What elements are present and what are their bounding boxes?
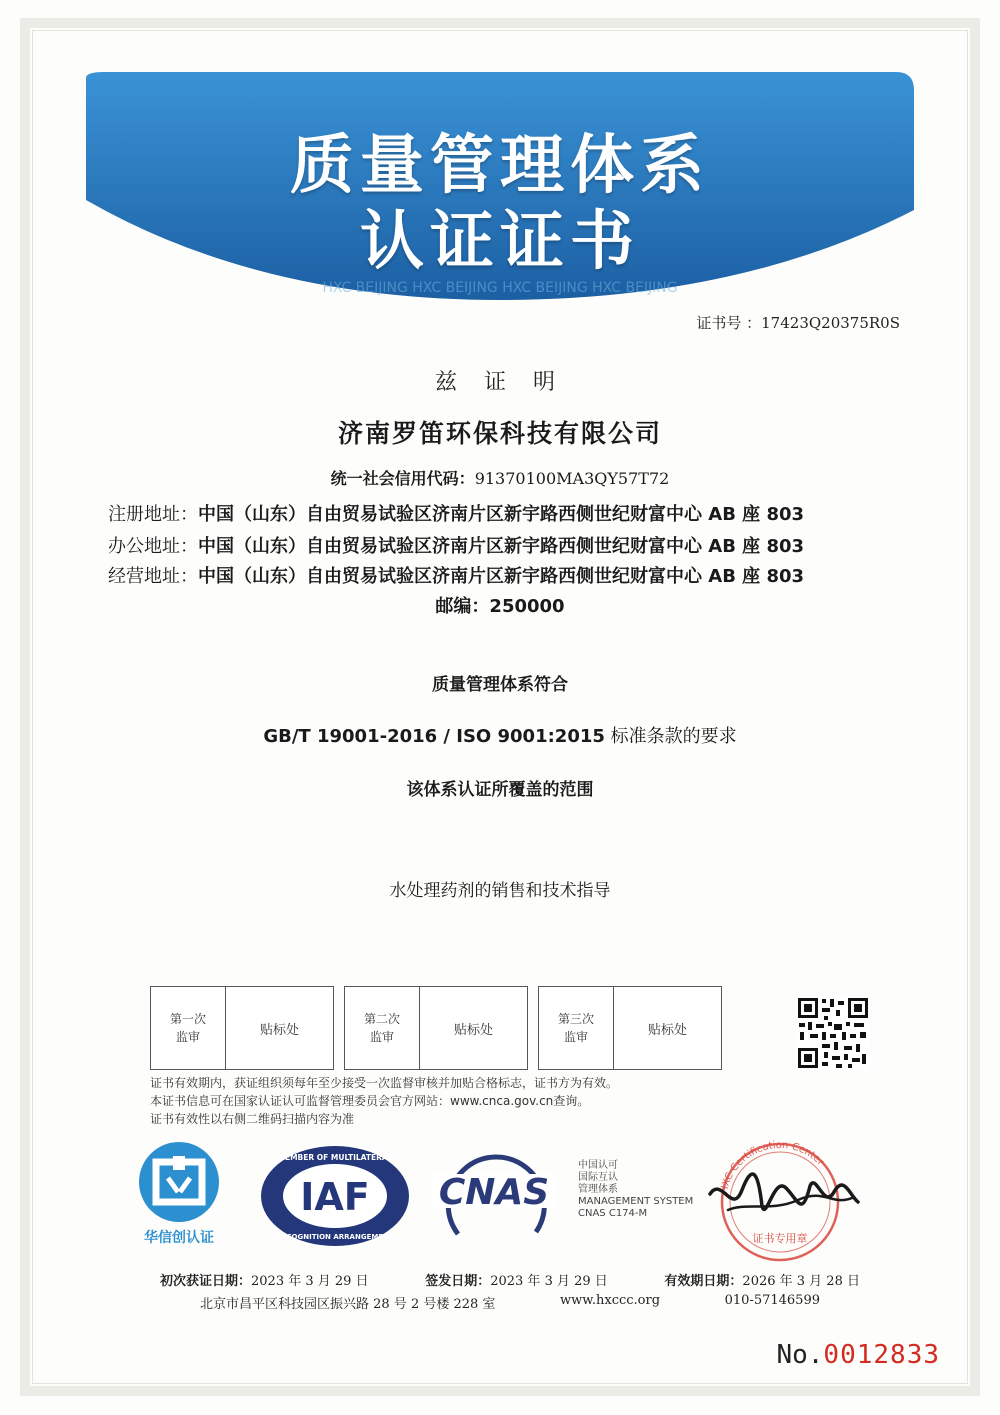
banner-watermark: HXC BEIJING HXC BEIJING HXC BEIJING HXC BEIJING <box>322 280 678 296</box>
official-seal <box>702 1136 862 1262</box>
seal-inner-text: 证书专用章 <box>752 1232 808 1245</box>
certificate-number-value: 17423Q20375R0S <box>761 314 900 332</box>
standard-line <box>0 722 1000 748</box>
cnas-text-line: 中国认可 <box>578 1160 618 1171</box>
conformity-statement: 质量管理体系符合 <box>432 675 568 695</box>
postal-label: 邮编： <box>435 596 490 617</box>
title-line-1: 质量管理体系 <box>290 128 710 203</box>
date-value: 2023 年 3 月 29 日 <box>251 1274 369 1289</box>
address-value: 中国（山东）自由贸易试验区济南片区新宇路西侧世纪财富中心 AB 座 803 <box>198 536 805 557</box>
seal-outer-text: HXC Certification Center <box>718 1139 826 1195</box>
address-value: 中国（山东）自由贸易试验区济南片区新宇路西侧世纪财富中心 AB 座 803 <box>198 566 805 587</box>
sticker-area: 贴标处 <box>259 1022 299 1038</box>
date-value: 2026 年 3 月 28 日 <box>742 1274 860 1289</box>
surveillance-box-3 <box>538 986 722 1070</box>
address-value: 中国（山东）自由贸易试验区济南片区新宇路西侧世纪财富中心 AB 座 803 <box>198 504 805 525</box>
iaf-logo <box>258 1144 412 1248</box>
date-label: 有效期日期： <box>664 1274 743 1289</box>
surveillance-label: 第二次监审 <box>363 1012 400 1044</box>
cnas-text-line: 管理体系 <box>578 1184 618 1195</box>
address-label: 办公地址： <box>108 536 198 557</box>
footer-contact <box>200 1293 820 1312</box>
sticker-area: 贴标处 <box>647 1022 687 1038</box>
surveillance-label: 第一次监审 <box>169 1012 206 1044</box>
initial-date <box>160 1270 369 1289</box>
cnas-text-line: MANAGEMENT SYSTEM <box>578 1196 694 1207</box>
cnas-description <box>578 1160 693 1220</box>
query-note: 本证书信息可在国家认证认可监督管理委员会官方网站：www.cnca.gov.cn查询。 <box>150 1094 590 1108</box>
business-address <box>108 562 804 588</box>
footer-address: 北京市昌平区科技园区振兴路 28 号 2 号楼 228 室 <box>200 1297 496 1312</box>
iaf-top-text: MEMBER OF MULTILATERAL <box>277 1153 393 1162</box>
hxc-logo-name: 华信创认证 <box>144 1230 214 1246</box>
date-label: 签发日期： <box>425 1274 491 1289</box>
qr-code[interactable] <box>796 996 870 1070</box>
surveillance-box-2 <box>344 986 528 1070</box>
credit-code-value: 91370100MA3QY57T72 <box>474 469 670 488</box>
footer-website[interactable]: www.hxccc.org <box>560 1293 661 1308</box>
serial-number <box>776 1340 940 1370</box>
title-line-2: 认证证书 <box>360 204 640 279</box>
serial-value: 0012833 <box>823 1340 940 1370</box>
cnas-logo-text: CNAS <box>438 1172 550 1213</box>
credit-code-label: 统一社会信用代码： <box>330 469 475 488</box>
standard-code: GB/T 19001-2016 / ISO 9001:2015 <box>263 726 605 747</box>
scope-text: 水处理药剂的销售和技术指导 <box>389 881 611 901</box>
surveillance-box-1 <box>150 986 334 1070</box>
date-value: 2023 年 3 月 29 日 <box>490 1274 608 1289</box>
certificate-number <box>696 312 900 333</box>
registered-address <box>108 500 804 526</box>
sticker-area: 贴标处 <box>453 1022 493 1038</box>
cnas-text-line: CNAS C174-M <box>578 1208 648 1219</box>
hereby-certify: 兹 证 明 <box>435 370 565 395</box>
qr-note: 证书有效性以右侧二维码扫描内容为准 <box>150 1112 355 1126</box>
surveillance-label: 第三次监审 <box>557 1012 594 1044</box>
iaf-logo-text: IAF <box>300 1175 370 1219</box>
address-label: 注册地址： <box>108 504 198 525</box>
credit-code <box>0 466 1000 489</box>
issue-date <box>425 1270 608 1289</box>
certificate-number-label: 证书号 ： <box>696 314 762 332</box>
postal-value: 250000 <box>489 596 565 617</box>
iaf-bottom-text: RECOGNITION ARRANGEMENT <box>276 1233 394 1241</box>
office-address <box>108 532 804 558</box>
address-label: 经营地址： <box>108 566 198 587</box>
footer-phone: 010-57146599 <box>724 1293 820 1308</box>
scope-heading: 该体系认证所覆盖的范围 <box>406 780 594 800</box>
standard-suffix: 标准条款的要求 <box>604 726 737 747</box>
hxc-logo <box>120 1140 238 1250</box>
cnas-logo <box>428 1144 560 1242</box>
date-row <box>160 1270 860 1289</box>
serial-prefix: No. <box>776 1340 824 1370</box>
validity-note: 证书有效期内，获证组织须每年至少接受一次监督审核并加贴合格标志，证书方为有效。 <box>150 1076 619 1090</box>
cnas-text-line: 国际互认 <box>578 1172 618 1183</box>
date-label: 初次获证日期： <box>160 1274 252 1289</box>
company-name: 济南罗笛环保科技有限公司 <box>337 419 662 448</box>
expiry-date <box>664 1270 860 1289</box>
postal-code <box>0 592 1000 618</box>
